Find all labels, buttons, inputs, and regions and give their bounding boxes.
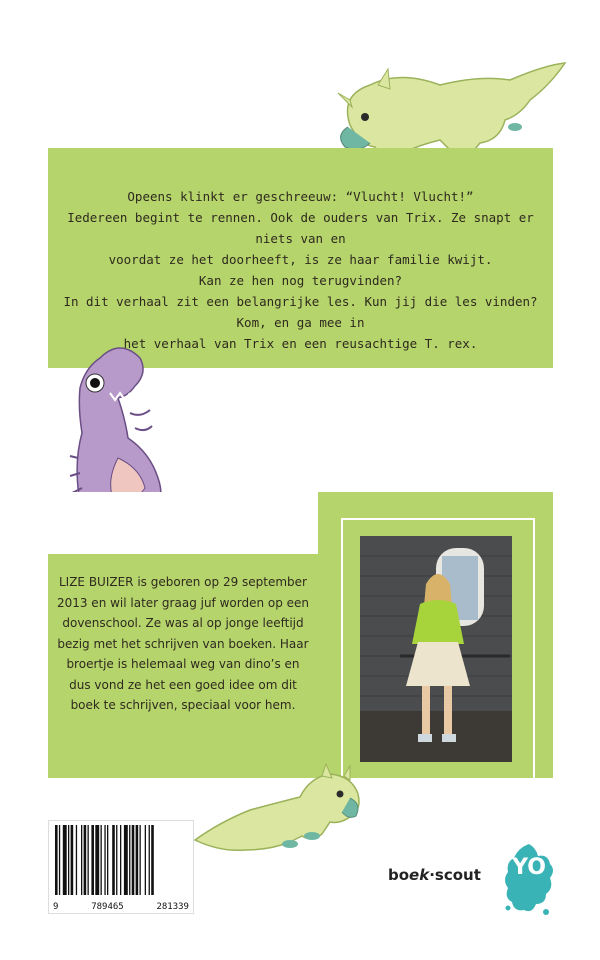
author-panel-cutout — [48, 492, 318, 554]
barcode-bar — [136, 825, 139, 895]
blurb-line: het verhaal van Trix en een reusachtige T. rex. — [123, 336, 478, 351]
publisher-name-mid: ek — [409, 866, 430, 884]
barcode-bar — [124, 825, 128, 895]
back-cover-blurb — [48, 186, 553, 354]
publisher-name-suffix: ·scout — [429, 866, 481, 884]
barcode-bar — [112, 825, 115, 895]
barcode-bar — [91, 825, 94, 895]
barcode-digit-group: 281339 — [156, 902, 189, 912]
barcode-bar — [68, 825, 69, 895]
bio-line: dovenschool. Ze was al op jonge leeftijd — [62, 616, 304, 630]
bio-line: dus vond ze het een goed idee om dit — [69, 677, 297, 692]
barcode-bar — [120, 825, 121, 895]
barcode-bar — [149, 825, 150, 895]
barcode-bar — [107, 825, 108, 895]
publisher-name — [388, 866, 481, 884]
barcode-bar — [101, 825, 102, 895]
barcode-bar — [151, 825, 154, 895]
barcode-bar — [129, 825, 130, 895]
publisher-name-prefix: bo — [388, 866, 410, 884]
blurb-line: voordat ze het doorheeft, is ze haar familie kwijt. — [108, 252, 493, 267]
barcode-bar — [84, 825, 87, 895]
barcode-digits — [49, 902, 193, 912]
barcode-bar — [132, 825, 135, 895]
bio-line: LIZE BUIZER is geboren op 29 september — [58, 575, 307, 589]
barcode-bar — [59, 825, 60, 895]
barcode-bar — [88, 825, 89, 895]
barcode-bar — [63, 825, 67, 895]
barcode-bar — [76, 825, 77, 895]
bio-line: broertje is helemaal weg van dino’s en — [66, 657, 300, 671]
barcode-digit-group: 9 — [53, 902, 59, 912]
blurb-line: Opeens klinkt er geschreeuw: “Vlucht! Vlucht!” — [127, 189, 474, 204]
isbn-barcode — [48, 820, 194, 914]
yo-splash-icon — [502, 842, 556, 918]
author-bio — [48, 572, 318, 716]
barcode-digit-group: 789465 — [91, 902, 124, 912]
barcode-bar — [140, 825, 141, 895]
barcode-bar — [116, 825, 117, 895]
barcode-bar — [81, 825, 82, 895]
publisher-badge-label: YO — [512, 855, 546, 880]
barcode-bars — [49, 821, 193, 897]
blurb-line: In dit verhaal zit een belangrijke les. Kun jij die les vinden? Kom, en ga mee in — [63, 294, 538, 330]
barcode-bar — [95, 825, 99, 895]
barcode-bar — [55, 825, 58, 895]
barcode-bar — [71, 825, 74, 895]
triceratops-bottom-illustration — [190, 762, 370, 862]
barcode-bar — [145, 825, 146, 895]
blurb-line: Kan ze hen nog terugvinden? — [198, 273, 403, 288]
blurb-line: Iedereen begint te rennen. Ook de ouders van Trix. Ze snapt er niets van en — [67, 210, 534, 246]
bio-line: 2013 en wil later graag juf worden op een — [56, 595, 310, 610]
bio-line: bezig met het schrijven van boeken. Haar — [57, 636, 309, 651]
author-photo — [360, 536, 512, 762]
bio-line: boek te schrijven, speciaal voor hem. — [70, 698, 296, 712]
barcode-bar — [104, 825, 105, 895]
